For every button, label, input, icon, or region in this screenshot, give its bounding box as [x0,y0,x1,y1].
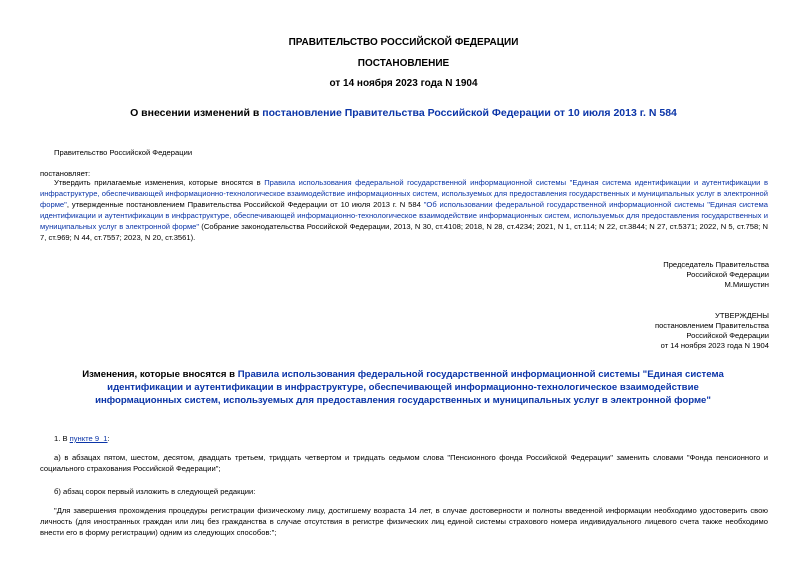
title-link[interactable]: постановление Правительства Российской Федерации от 10 июля 2013 г. N 584 [262,107,677,119]
approval-line-4: от 14 ноября 2023 года N 1904 [660,341,769,350]
approval-line-1: УТВЕРЖДЕНЫ [715,311,769,320]
approval-line-3: Российской Федерации [686,331,769,340]
rules-link[interactable]: Правила использования федеральной государственной информационной системы "Единая система идентификации и аутентификации в инфраструктуре, обеспечивающей информационно-технологическое взаимодействие информационных систем, используемых для предоставления государственных и муниципальных услуг в электронной форме" [40,178,768,209]
signature-block [663,260,769,290]
item-1-link[interactable]: пункте 9_1 [69,434,108,443]
government-heading: ПРАВИТЕЛЬСТВО РОССИЙСКОЙ ФЕДЕРАЦИИ [288,37,519,48]
quote-paragraph: "Для завершения прохождения процедуры регистрации физическому лицу, достигшему возраста 14 лет, в случае достоверности и полноты введенной информации необходимо удостоверить свою личность (для иностранных граждан или лиц без гражданства в случае отсутствия в регистре физических лиц единой системы страхового номера индивидуального лицевого счета также необходимо внести его в форму регистрации) одним из следующих способов:"; [40,506,768,537]
date-heading: от 14 ноября 2023 года N 1904 [329,78,478,89]
approval-line-2: постановлением Правительства [654,321,769,330]
document-title [0,107,807,119]
item-1-prefix: 1. В [54,434,70,443]
signature-position-1: Председатель Правительства [663,260,769,269]
changes-title-link[interactable]: Правила использования федеральной государственной информационной системы "Единая система идентификации и аутентификации в инфраструктуре, обеспечивающей информационно-технологическое взаимодействие информационных систем, используемых для предоставления государственных и муниципальных услуг в электронной форме" [95,369,724,406]
item-b: б) абзац сорок первый изложить в следующей редакции: [54,487,256,496]
changes-title-prefix: Изменения, которые вносятся в [82,369,238,380]
issuer-line: Правительство Российской Федерации [54,148,193,157]
resolution-link[interactable]: "Об использовании федеральной государственной информационной системы "Единая система идентификации и аутентификации в инфраструктуре, обеспечивающей информационно-технологическое взаимодействие информационных систем, используемых для предоставления государственных и муниципальных услуг в электронной форме" [40,200,768,231]
changes-title [70,368,736,407]
signature-name: М.Мишустин [724,280,769,289]
item-1-suffix: : [107,434,110,443]
preamble-paragraph [40,177,768,243]
item-1 [54,433,110,444]
doc-type-heading: ПОСТАНОВЛЕНИЕ [357,58,450,69]
p1-text-b: , утвержденные постановлением Правительства Российской Федерации от 10 июля 2013 г. N 584 [66,200,424,209]
decides-line: постановляет: [40,169,91,178]
p1-text-c: (Собрание законодательства Российской Федерации, 2013, N 30, ст.4108; 2018, N 28, ст.4234; 2021, N 1, ст.114; N 22, ст.3844; N 27, ст.5371; 2022, N 5, ст.758; N 7, ст.969; N 44, ст.7557; 2023, N 20, ст.3561). [40,222,768,242]
approval-block [655,311,769,351]
title-prefix: О внесении изменений в [130,107,263,119]
item-a: а) в абзацах пятом, шестом, десятом, двадцать третьем, тридцать четвертом и тридцать седьмом слова "Пенсионного фонда Российской Федерации" заменить словами "Фонда пенсионного и социального страхования Российской Федерации"; [40,453,768,473]
signature-position-2: Российской Федерации [686,270,769,279]
p1-text-a: Утвердить прилагаемые изменения, которые вносятся в [54,178,265,187]
